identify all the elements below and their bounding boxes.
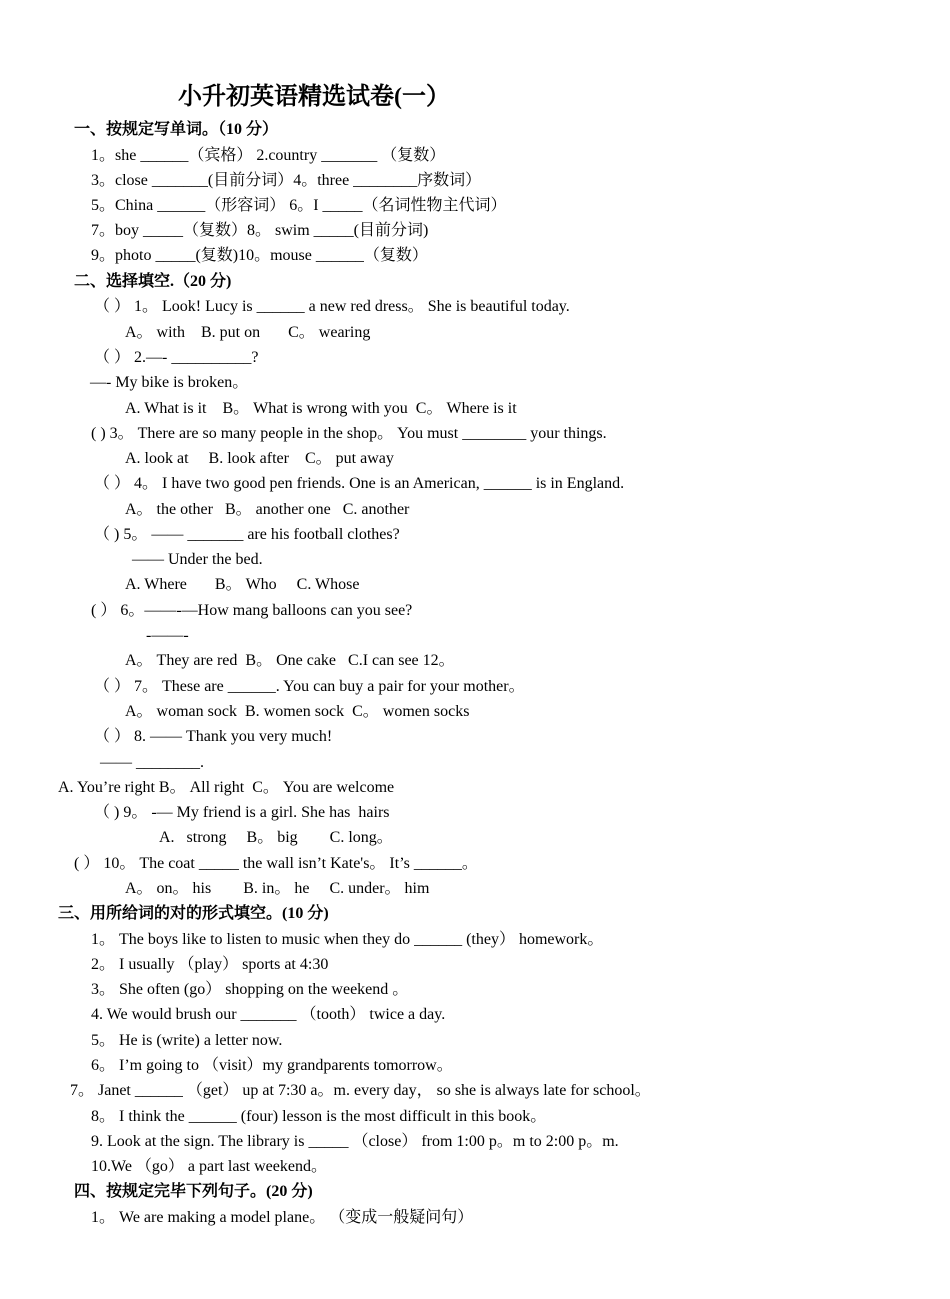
question-line: （ ） 4。 I have two good pen friends. One is an American, ______ is in England. <box>94 475 625 492</box>
section-heading-4: 四、按规定完毕下列句子。(20 分) <box>74 1183 313 1200</box>
question-line: 2。 I usually （play） sports at 4:30 <box>91 956 329 973</box>
question-line: 3。close _______(目前分词）4。three ________序数词） <box>91 172 482 189</box>
question-line: （ ） 7。 These are ______. You can buy a pair for your mother。 <box>94 678 525 695</box>
question-line: 6。 I’m going to （visit）my grandparents tomorrow。 <box>91 1057 453 1074</box>
option-line: A. Where B。 Who C. Whose <box>125 576 360 593</box>
question-line: ( ) 3。 There are so many people in the shop。 You must ________ your things. <box>91 425 607 442</box>
dialogue-line: —— ________. <box>100 754 204 771</box>
question-line: （ ） 1。 Look! Lucy is ______ a new red dress。 She is beautiful today. <box>94 298 570 315</box>
section-heading-1: 一、按规定写单词。（10 分） <box>74 121 279 138</box>
question-line: （ ) 9。 -— My friend is a girl. She has hairs <box>94 804 390 821</box>
question-line: 7。boy _____（复数）8。 swim _____(目前分词) <box>91 222 429 239</box>
question-line: ( ） 10。 The coat _____ the wall isn’t Kate's。 It’s ______。 <box>74 855 478 872</box>
question-line: 3。 She often (go） shopping on the weekend 。 <box>91 981 409 998</box>
question-line: 8。 I think the ______ (four) lesson is the most difficult in this book。 <box>91 1108 547 1125</box>
question-line: 10.We （go） a part last weekend。 <box>91 1158 327 1175</box>
section-heading-2: 二、选择填空.（20 分) <box>74 273 232 290</box>
option-line: A. strong B。 big C. long。 <box>159 829 393 846</box>
question-line: （ ） 8. —— Thank you very much! <box>94 728 333 745</box>
question-line: ( ） 6。——-—How mang balloons can you see? <box>91 602 413 619</box>
question-line: 5。China ______（形容词） 6。I _____（名词性物主代词） <box>91 197 507 214</box>
question-line: （ ) 5。 —— _______ are his football clothes? <box>94 526 400 543</box>
option-line: A. look at B. look after C。 put away <box>125 450 394 467</box>
page-title: 小升初英语精选试卷(一） <box>178 84 450 110</box>
dialogue-line: —- My bike is broken。 <box>90 374 249 391</box>
option-line: A。 the other B。 another one C. another <box>125 501 410 518</box>
question-line: 7。 Janet ______ （get） up at 7:30 a。m. every day， so she is always late for school。 <box>70 1082 651 1099</box>
option-line: A。 with B. put on C。 wearing <box>125 324 371 341</box>
option-line: A。 They are red B。 One cake C.I can see 12。 <box>125 652 455 669</box>
question-line: 1。 The boys like to listen to music when they do ______ (they） homework。 <box>91 931 604 948</box>
question-line: 1。she ______（宾格） 2.country _______ （复数） <box>91 147 446 164</box>
section-heading-3: 三、用所给词的对的形式填空。(10 分) <box>58 905 329 922</box>
question-line: 4. We would brush our _______ （tooth） twice a day. <box>91 1006 446 1023</box>
option-line: A。 woman sock B. women sock C。 women socks <box>125 703 470 720</box>
option-line: A. What is it B。 What is wrong with you C。 Where is it <box>125 400 517 417</box>
option-line: A. You’re right B。 All right C。 You are welcome <box>58 779 395 796</box>
question-line: 9. Look at the sign. The library is _____ （close） from 1:00 p。m to 2:00 p。m. <box>91 1133 619 1150</box>
dialogue-line: -——- <box>146 627 189 644</box>
question-line: （ ） 2.—- __________? <box>94 349 259 366</box>
question-line: 9。photo _____(复数)10。mouse ______（复数） <box>91 247 428 264</box>
question-line: 5。 He is (write) a letter now. <box>91 1032 283 1049</box>
question-line: 1。 We are making a model plane。 （变成一般疑问句） <box>91 1209 474 1226</box>
option-line: A。 on。 his B. in。 he C. under。 him <box>125 880 430 897</box>
dialogue-line: —— Under the bed. <box>132 551 263 568</box>
